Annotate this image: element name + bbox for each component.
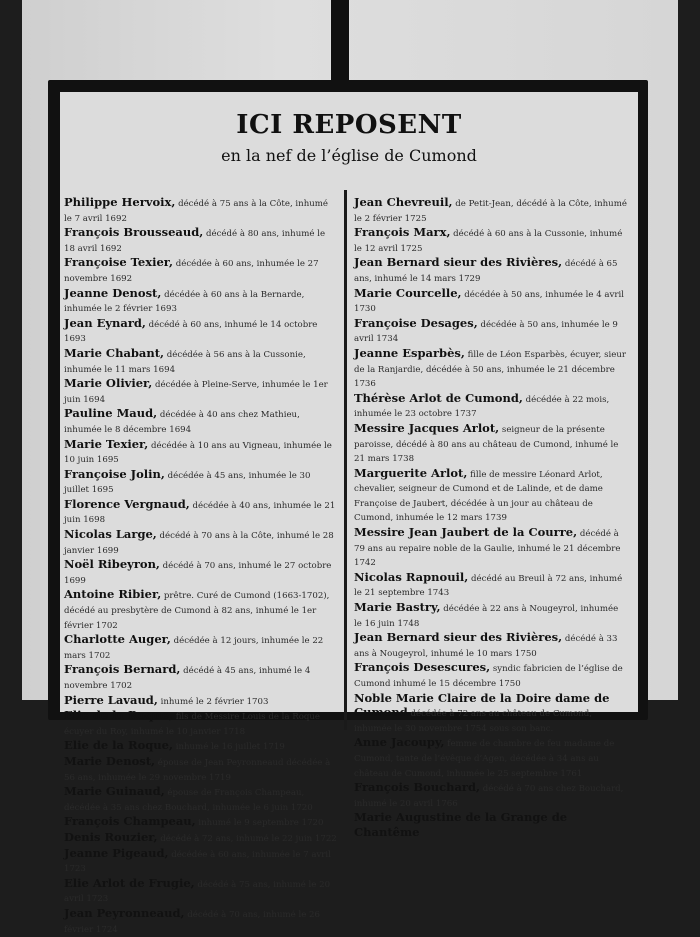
entry-description: décédé à 70 ans chez Bouchard, inhumé le 20 avril 1766 (354, 784, 624, 809)
entry-description: décédée à 50 ans, inhumée le 4 avril 1730 (354, 289, 624, 315)
entry-description: décédé à 70 ans à la Côte, inhumé le 28 janvier 1699 (64, 531, 334, 556)
burial-entry (64, 287, 338, 317)
burial-entry (64, 815, 338, 831)
burial-entry (64, 438, 338, 468)
entry-name: Nicolas Large, (64, 527, 157, 542)
entry-name: François Bouchard, (354, 780, 481, 795)
entry-description: décédée à 60 ans, inhumée le 7 avril 1723 (64, 849, 331, 875)
entry-description: décédé à 75 ans à la Côte, inhumé le 7 avril 1692 (64, 199, 329, 224)
plaque-subtitle: en la nef de l’église de Cumond (221, 146, 477, 165)
burial-entry (354, 661, 628, 691)
entry-description: inhumé le 16 juillet 1719 (172, 742, 285, 753)
entry-description: décédé à 75 ans, inhumé le 20 avril 1723 (64, 879, 331, 905)
entry-name: François Desescures, (354, 660, 491, 675)
burial-entry (64, 633, 338, 663)
burial-entry (354, 256, 628, 286)
entry-description: décédé au Breuil à 72 ans, inhumé le 21 septembre 1743 (354, 573, 623, 599)
burial-entry (64, 785, 338, 815)
entry-name: Marie Chabant, (64, 345, 165, 360)
entry-description: décédée à 56 ans à la Cussonie, inhumée le 11 mars 1694 (64, 349, 306, 375)
entry-description: décédé à 70 ans, inhumé le 26 février 1724 (64, 909, 320, 935)
burial-entry (354, 736, 628, 781)
entry-description: prêtre. Curé de Cumond (1663-1702), décédé au presbytère de Cumond à 82 ans, inhumé le 1er février 1702 (64, 591, 330, 631)
burial-entry (64, 377, 338, 407)
entry-name: François Bernard, (64, 662, 181, 677)
entry-name: François Champeau, (64, 814, 196, 829)
entry-description: décédée à 60 ans à la Bernarde, inhumée le 2 février 1693 (64, 289, 305, 315)
entry-name: Françoise Jolin, (64, 466, 165, 481)
burial-entry (64, 907, 338, 937)
entry-name: Anne Jacoupy, (354, 735, 445, 750)
entry-description: décédé à 60 ans, inhumé le 14 octobre 1693 (64, 319, 318, 345)
burial-entry (354, 571, 628, 601)
burial-entry (354, 467, 628, 526)
entry-description: décédée à 45 ans, inhumée le 30 juillet 1695 (64, 470, 311, 496)
entry-name: François Brousseaud, (64, 225, 204, 240)
burial-entry (64, 196, 338, 226)
burial-entry (354, 422, 628, 467)
entry-description: seigneur de la présente paroisse, décédé à 80 ans au château de Cumond, inhumé le 21 mars 1738 (354, 424, 619, 465)
burial-entry (64, 588, 338, 633)
entry-name: Françoise Texier, (64, 255, 173, 270)
entry-name: François Marx, (354, 225, 451, 240)
burial-entry (64, 347, 338, 377)
entry-name: Marie Olivier, (64, 376, 153, 391)
entry-name: Denis Rouzier, (64, 829, 158, 844)
burial-entry (64, 498, 338, 528)
burial-entry (354, 392, 628, 422)
entry-description: décédée à 22 ans à Nougeyrol, inhumée le 16 juin 1748 (354, 604, 619, 629)
burial-entry (354, 347, 628, 392)
burial-entry (354, 196, 628, 226)
burial-entry (64, 663, 338, 693)
entry-name: Florence Vergnaud, (64, 496, 190, 511)
burial-entry (64, 407, 338, 437)
burial-entry (354, 526, 628, 571)
entry-description: décédée à 72 ans au château de Cumond, inhumée le 30 novembre 1754 sous son banc. (354, 709, 593, 734)
entry-name: Françoise Desages, (354, 315, 478, 330)
entry-name: Jean Bernard sieur des Rivières, (354, 630, 563, 645)
entry-description: décédée à 40 ans chez Mathieu, inhumée le 8 décembre 1694 (64, 410, 300, 435)
entry-name: Jean Chevreuil, (354, 195, 453, 209)
burial-entry (354, 226, 628, 256)
entry-name: Elie de la Roque, (64, 708, 173, 723)
entry-description: décédé à 72 ans, inhumé le 22 juin 1722 (157, 833, 337, 844)
entry-description: épouse de François Champeau, décédée à 35 ans chez Bouchard, inhumée le 6 juin 1720 (64, 788, 313, 813)
entry-name: Messire Jacques Arlot, (354, 420, 500, 435)
entry-name: Jean Eynard, (64, 315, 146, 330)
entry-description: décédée à 12 jours, inhumée le 22 mars 1702 (64, 636, 324, 661)
burial-entry (64, 847, 338, 877)
entry-description: décédée à 60 ans, inhumée le 27 novembre 1692 (64, 259, 319, 284)
entry-name: Jeanne Pigeaud, (64, 845, 169, 860)
entry-name: Jeanne Denost, (64, 285, 162, 300)
entry-name: Pierre Lavaud, (64, 692, 158, 707)
entry-description: décédé à 45 ans, inhumé le 4 novembre 1702 (64, 666, 311, 691)
support-post (331, 0, 349, 80)
entry-description: décédée à 40 ans, inhumée le 21 juin 1698 (64, 500, 336, 526)
burial-entry (64, 558, 338, 588)
entry-name: Marie Bastry, (354, 600, 441, 615)
burial-entry (354, 692, 628, 737)
entry-description: décédé à 33 ans à Nougeyrol, inhumé le 10 mars 1750 (354, 634, 618, 659)
entry-description: fille de Léon Esparbès, écuyer, sieur de la Ranjardie, décédée à 50 ans, inhumée le 21 décembre 1736 (354, 349, 626, 390)
entry-name: Marie Texier, (64, 436, 149, 451)
entry-description: décédé à 65 ans, inhumé le 14 mars 1729 (354, 259, 618, 284)
burial-entry (64, 831, 338, 847)
entry-description: inhumé le 9 septembre 1720 (195, 818, 324, 829)
entry-name: Marie Denost, (64, 753, 156, 768)
entry-description: syndic fabricien de l’église de Cumond inhumé le 15 décembre 1750 (354, 664, 623, 689)
entry-name: Messire Jean Jaubert de la Courre, (354, 525, 578, 540)
burial-entry (64, 528, 338, 558)
column-divider (344, 190, 347, 730)
burial-entry (64, 226, 338, 256)
entry-description: fille de messire Léonard Arlot, chevalier, seigneur de Cumond et de Lalinde, et de dame Françoise de Jaubert, décédée à un jour au château de Cumond, inhumée le 12 mars 1739 (354, 469, 603, 524)
entry-description: décédée à 10 ans au Vigneau, inhumée le 10 juin 1695 (64, 440, 332, 466)
burial-entry (64, 755, 338, 785)
left-column (64, 196, 338, 937)
entry-description: décédée à 22 mois, inhumée le 23 octobre 1737 (354, 394, 610, 420)
entry-name: Elie Arlot de Frugie, (64, 875, 195, 890)
entry-name: Jean Peyronneaud, (64, 905, 185, 920)
entry-name: Marguerite Arlot, (354, 465, 468, 480)
entry-description: fils de Messire Louis de la Roque écuyer du Roy, inhumé le 10 janvier 1718 (64, 712, 321, 737)
memorial-plaque (60, 92, 638, 935)
burial-entry (354, 601, 628, 631)
burial-entry (64, 468, 338, 498)
entry-name: Noël Ribeyron, (64, 557, 160, 572)
burial-entry (64, 694, 338, 710)
entry-name: Elie de la Roque, (64, 738, 173, 753)
entry-name: Charlotte Auger, (64, 632, 171, 647)
entry-description: décédé à 79 ans au repaire noble de la Gaulie, inhumé le 21 décembre 1742 (354, 529, 621, 569)
entry-name: Antoine Ribier, (64, 587, 162, 602)
entry-name: Noble Marie Claire de la Doire dame de Cumond (354, 690, 610, 720)
entry-description: décédé à 70 ans, inhumé le 27 octobre 1699 (64, 561, 332, 586)
burial-entry (354, 781, 628, 811)
entry-name: Nicolas Rapnouil, (354, 569, 469, 584)
plaque-title: ICI REPOSENT (236, 110, 462, 140)
entry-name: Jeanne Esparbès, (354, 345, 465, 360)
entry-description: décédée à 50 ans, inhumée le 9 avril 1734 (354, 319, 618, 345)
entry-name: Philippe Hervoix, (64, 195, 176, 209)
burial-entry (354, 811, 628, 841)
burial-entry (64, 317, 338, 347)
burial-entry (64, 877, 338, 907)
entry-name: Thérèse Arlot de Cumond, (354, 390, 523, 405)
entry-name: Pauline Maud, (64, 406, 158, 421)
entry-description: décédé à 60 ans à la Cussonie, inhumé le 12 avril 1725 (354, 229, 623, 254)
burial-entry (64, 709, 338, 739)
entry-description: de Petit-Jean, décédé à la Côte, inhumé le 2 février 1725 (354, 199, 627, 224)
entry-description: décédée à Pleine-Serve, inhumée le 1er juin 1694 (64, 380, 328, 405)
entry-description: décédé à 80 ans, inhumé le 18 avril 1692 (64, 229, 326, 254)
entry-name: Marie Augustine de la Grange de Chantême (354, 810, 568, 839)
burial-entry (64, 739, 338, 755)
burial-entry (354, 287, 628, 317)
burial-entry (354, 631, 628, 661)
burial-entry (64, 256, 338, 286)
right-column (354, 196, 628, 842)
entry-name: Marie Courcelle, (354, 285, 462, 300)
entry-name: Marie Guinaud, (64, 784, 165, 799)
entry-description: inhumé le 2 février 1703 (157, 696, 269, 707)
entry-description: femme de chambre de feu madame de Cumond, tante de l’évêque d’Agen, décédée à 34 ans au château de Cumond, inhumée le 25 septembre 1761 (354, 739, 615, 779)
entry-description: épouse de Jean Peyronneaud décédée à 56 ans, inhumée le 29 novembre 1719 (64, 757, 331, 783)
burial-entry (354, 317, 628, 347)
entry-name: Jean Bernard sieur des Rivières, (354, 255, 563, 270)
